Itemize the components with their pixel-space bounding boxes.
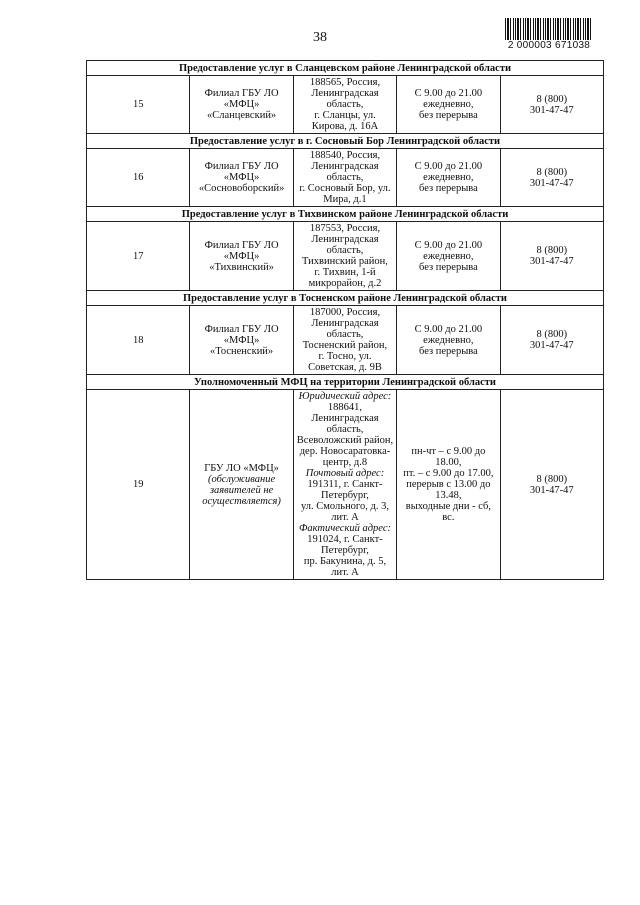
section-row: [87, 61, 604, 76]
office-hours: [397, 222, 500, 291]
row-number: 18: [87, 306, 190, 375]
address-line: 188565, Россия, Ленинградская область,: [309, 77, 381, 110]
office-phone: [500, 390, 603, 580]
office-note-line: осуществляется): [202, 495, 281, 507]
actual-address-label: Фактический адрес:: [298, 523, 391, 534]
barcode: [505, 18, 593, 51]
address-line: г. Тосно, ул. Советская, д. 9В: [308, 351, 382, 373]
hours-line: ежедневно,: [423, 334, 474, 346]
table-row: [87, 222, 604, 291]
table-row: [87, 76, 604, 134]
page-number: 38: [313, 30, 327, 45]
office-name-line: «МФЦ»: [223, 172, 260, 183]
office-name: [190, 306, 293, 375]
office-name-line: Филиал ГБУ ЛО: [204, 88, 279, 99]
hours-line: без перерыва: [418, 110, 478, 121]
office-name-line: Филиал ГБУ ЛО: [204, 161, 279, 172]
office-hours: [397, 149, 500, 207]
hours-line: пн-чт – с 9.00 до 18.00,: [411, 446, 486, 468]
hours-line: без перерыва: [418, 183, 478, 194]
address-line: г. Тихвин, 1-й микрорайон, д.2: [308, 267, 382, 289]
address-line: пр. Бакунина, д. 5, лит. А: [303, 556, 387, 578]
office-hours: [397, 76, 500, 134]
hours-line: С 9.00 до 21.00: [414, 239, 483, 251]
section-row: [87, 134, 604, 149]
hours-line: ежедневно,: [423, 172, 474, 183]
section-heading: Предоставление услуг в г. Сосновый Бор Ленинградской области: [87, 134, 604, 149]
address-line: Всеволожский район,: [296, 435, 394, 446]
phone-line: 301-47-47: [529, 484, 574, 496]
office-address: [293, 222, 396, 291]
row-number: 19: [87, 390, 190, 580]
address-line: г. Сланцы, ул. Кирова, д. 16А: [311, 110, 379, 132]
barcode-bars: [505, 18, 593, 40]
phone-line: 8 (800): [536, 245, 568, 256]
office-name-line: Филиал ГБУ ЛО: [204, 323, 279, 335]
address-line: 191311, г. Санкт-Петербург,: [307, 479, 383, 501]
section-heading: Уполномоченный МФЦ на территории Ленинградской области: [87, 375, 604, 390]
office-name-line: ГБУ ЛО «МФЦ»: [204, 462, 279, 474]
phone-line: 301-47-47: [529, 256, 574, 267]
hours-line: С 9.00 до 21.00: [414, 323, 483, 335]
office-name: [190, 76, 293, 134]
phone-line: 8 (800): [536, 166, 568, 178]
office-name-line: «Тихвинский»: [209, 261, 274, 273]
address-line: 188540, Россия, Ленинградская область,: [309, 150, 381, 183]
address-line: ул. Смольного, д. 3, лит. А: [301, 501, 389, 523]
section-heading: Предоставление услуг в Сланцевском районе Ленинградской области: [87, 61, 604, 76]
section-heading: Предоставление услуг в Тихвинском районе Ленинградской области: [87, 207, 604, 222]
office-address: [293, 390, 396, 580]
address-line: 188641, Ленинградская область,: [311, 402, 379, 435]
phone-line: 8 (800): [536, 473, 568, 485]
office-name: [190, 149, 293, 207]
office-phone: [500, 76, 603, 134]
phone-line: 301-47-47: [529, 340, 574, 351]
office-note-line: заявителей не: [209, 484, 274, 496]
office-address: [293, 306, 396, 375]
hours-line: С 9.00 до 21.00: [414, 88, 483, 99]
hours-line: выходные дни - сб, вс.: [405, 501, 491, 523]
section-row: [87, 207, 604, 222]
office-phone: [500, 222, 603, 291]
office-address: [293, 76, 396, 134]
hours-line: без перерыва: [418, 345, 478, 357]
address-line: г. Сосновый Бор, ул. Мира, д.1: [299, 183, 391, 205]
services-table: [86, 60, 604, 580]
address-line: Тихвинский район,: [302, 256, 388, 267]
row-number: 15: [87, 76, 190, 134]
section-row: [87, 291, 604, 306]
table-row: [87, 149, 604, 207]
address-line: дер. Новосаратовка-центр, д.8: [299, 446, 391, 468]
office-hours: [397, 390, 500, 580]
office-note-line: (обслуживание: [208, 473, 276, 485]
table-row: [87, 306, 604, 375]
row-number: 17: [87, 222, 190, 291]
address-line: 191024, г. Санкт-Петербург,: [307, 534, 383, 556]
office-name-line: Филиал ГБУ ЛО: [204, 239, 279, 251]
office-name: [190, 390, 293, 580]
office-name-line: «МФЦ» «Сланцевский»: [206, 99, 277, 121]
section-row: [87, 375, 604, 390]
phone-line: 301-47-47: [529, 177, 574, 189]
phone-line: 8 (800): [536, 93, 568, 105]
hours-line: ежедневно,: [423, 99, 474, 110]
office-name-line: «Сосновоборский»: [198, 183, 285, 194]
phone-line: 301-47-47: [529, 104, 574, 116]
hours-line: без перерыва: [418, 261, 478, 273]
table-row: [87, 390, 604, 580]
office-name-line: «МФЦ»: [223, 250, 260, 262]
hours-line: перерыв с 13.00 до 13.48,: [406, 479, 491, 501]
office-address: [293, 149, 396, 207]
hours-line: ежедневно,: [423, 250, 474, 262]
row-number: 16: [87, 149, 190, 207]
hours-line: пт. – с 9.00 до 17.00,: [403, 468, 494, 479]
hours-line: С 9.00 до 21.00: [414, 161, 483, 172]
postal-address-label: Почтовый адрес:: [305, 468, 385, 479]
office-hours: [397, 306, 500, 375]
office-name-line: «МФЦ» «Тосненский»: [209, 334, 274, 357]
office-phone: [500, 306, 603, 375]
address-line: Тосненский район,: [302, 340, 388, 351]
office-phone: [500, 149, 603, 207]
section-heading: Предоставление услуг в Тосненском районе Ленинградской области: [87, 291, 604, 306]
address-line: 187553, Россия, Ленинградская область,: [309, 223, 381, 256]
legal-address-label: Юридический адрес:: [298, 391, 392, 402]
address-line: 187000, Россия, Ленинградская область,: [309, 307, 381, 340]
office-name: [190, 222, 293, 291]
barcode-number: 2 000003 671038: [507, 40, 591, 51]
phone-line: 8 (800): [536, 329, 568, 340]
